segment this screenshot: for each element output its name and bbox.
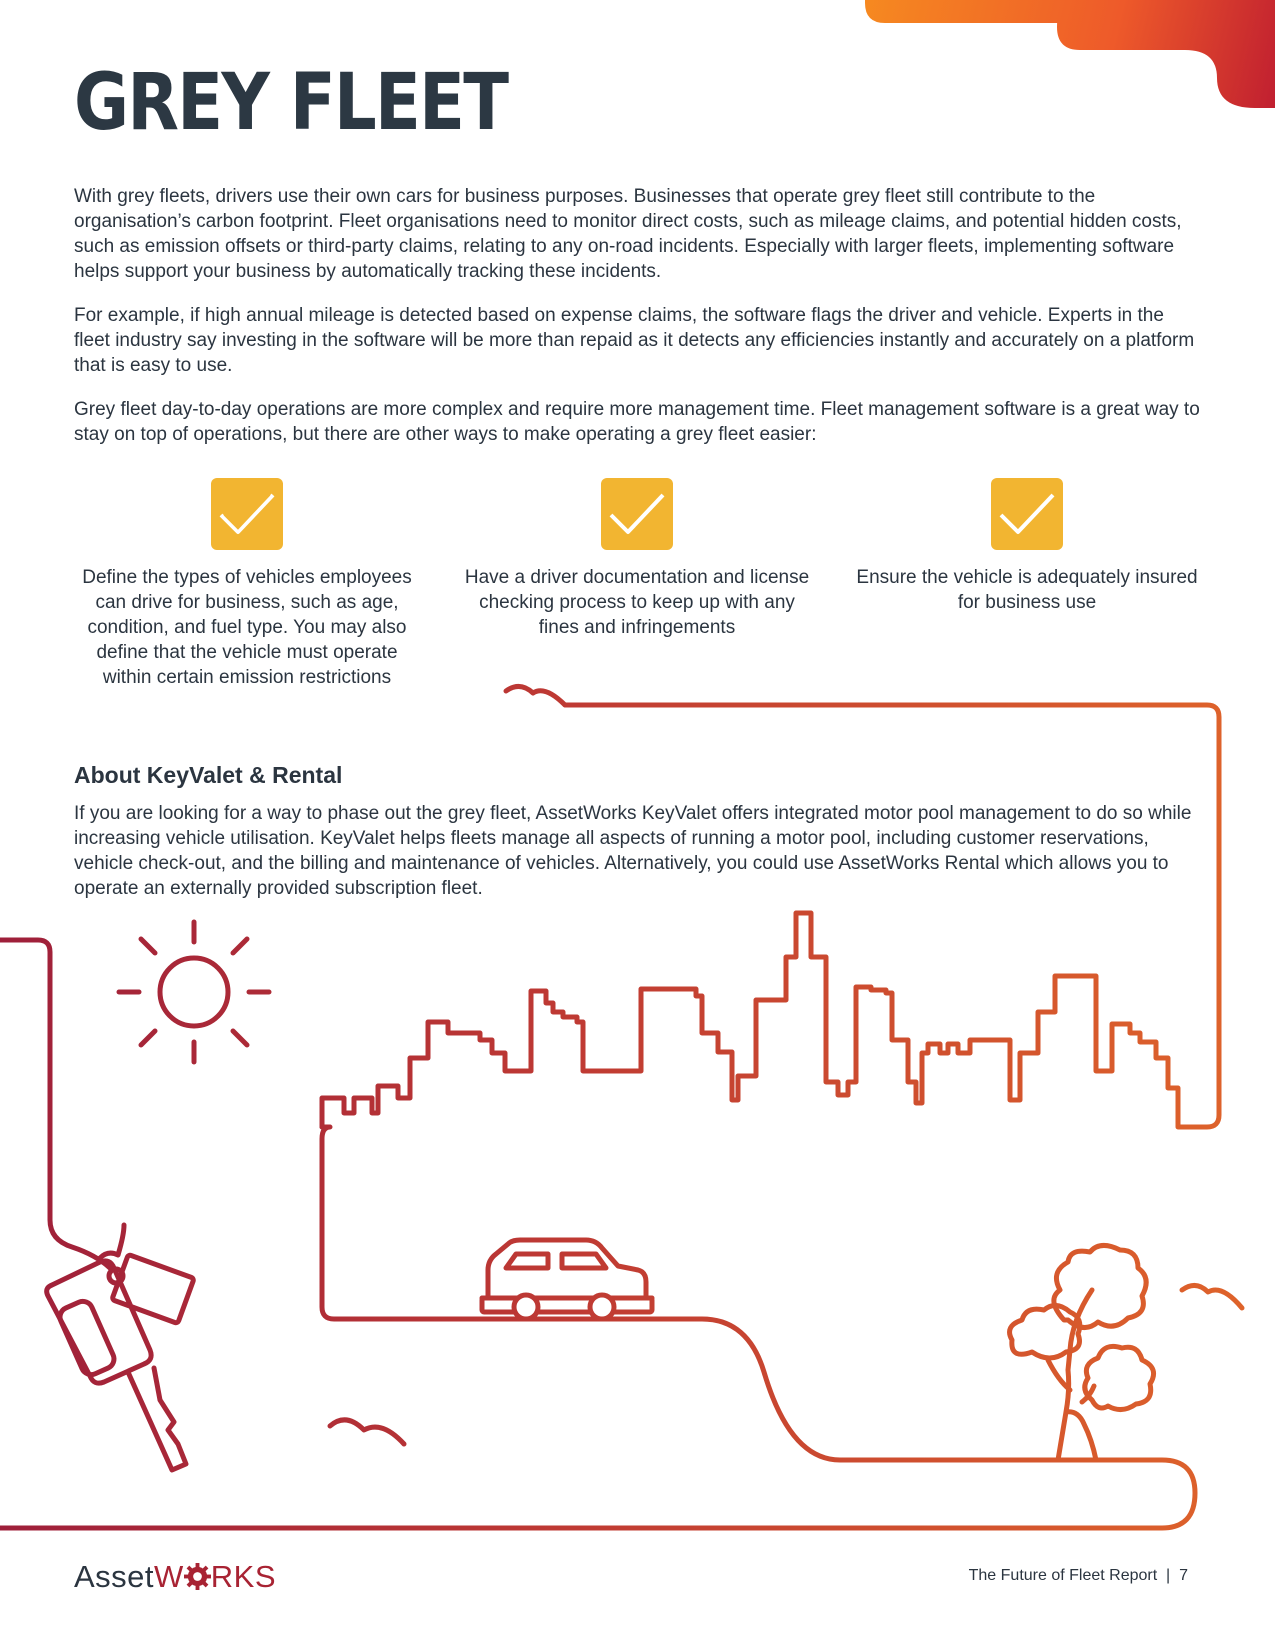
road-line-upper	[565, 705, 1219, 1127]
car-icon	[482, 1240, 652, 1319]
page-title: GREY FLEET	[74, 58, 508, 148]
checklist-text-2: Have a driver documentation and license checking process to keep up with any fines and infringements	[464, 567, 810, 638]
checkmark-icon	[991, 478, 1063, 550]
city-skyline-icon	[322, 913, 1184, 1127]
checkmark-icon	[211, 478, 283, 550]
intro-paragraph-3: Grey fleet day-to-day operations are more complex and require more management time. Fleet management software is a great way to stay on top of operations, but there are other ways to make operating a grey fleet easier:	[74, 399, 1200, 445]
brand-logo-w: W	[154, 1559, 184, 1594]
checklist-item-2	[462, 478, 812, 640]
brand-logo	[74, 1559, 276, 1595]
brand-logo-rks: RKS	[210, 1559, 277, 1594]
section-body: If you are looking for a way to phase out the grey fleet, AssetWorks KeyValet offers integrated motor pool management to do so while increasing vehicle utilisation. KeyValet helps fleets manage all aspects of running a motor pool, including customer reservations, vehicle check-out, and the billing and maintenance of vehicles. Alternatively, you could use AssetWorks Rental which allows you to operate an externally provided subscription fleet.	[74, 803, 1192, 899]
section-heading: About KeyValet & Rental	[74, 762, 343, 788]
report-label: The Future of Fleet Report	[968, 1567, 1158, 1584]
page-number: 7	[1179, 1567, 1188, 1584]
sun-icon	[119, 922, 269, 1062]
checklist-item-1	[72, 478, 422, 690]
tree-icon	[1010, 1245, 1154, 1460]
bird-icon	[1182, 1285, 1242, 1308]
car-key-icon	[47, 1225, 194, 1470]
checklist-text-3: Ensure the vehicle is adequately insured for business use	[856, 567, 1198, 613]
corner-decoration	[865, 0, 1275, 108]
checklist-item-3	[852, 478, 1202, 615]
road-line-lower	[0, 1127, 1195, 1528]
gear-icon	[184, 1563, 211, 1590]
checkmark-icon	[601, 478, 673, 550]
footer-page-info	[969, 1567, 1188, 1585]
key-chain-line	[0, 940, 110, 1268]
intro-paragraph-2: For example, if high annual mileage is detected based on expense claims, the software flags the driver and vehicle. Experts in the fleet industry say investing in the software will be more than repaid as it detects any efficiencies instantly and accurately on a platform that is easy to use.	[74, 305, 1195, 376]
bird-icon	[330, 1420, 404, 1444]
checklist-text-1: Define the types of vehicles employees can drive for business, such as age, condition, and fuel type. You may also define that the vehicle must operate within certain emission restrictions	[82, 567, 412, 688]
brand-logo-asset: Asset	[74, 1559, 155, 1594]
intro-paragraph-1: With grey fleets, drivers use their own cars for business purposes. Businesses that operate grey fleet still contribute to the organisation’s carbon footprint. Fleet organisations need to monitor direct costs, such as mileage claims, and potential hidden costs, such as emission offsets or third-party claims, relating to any on-road incidents. Especially with larger fleets, implementing software helps support your business by automatically tracking these incidents.	[74, 186, 1182, 282]
bird-icon	[506, 686, 565, 705]
footer-separator: |	[1166, 1567, 1171, 1584]
